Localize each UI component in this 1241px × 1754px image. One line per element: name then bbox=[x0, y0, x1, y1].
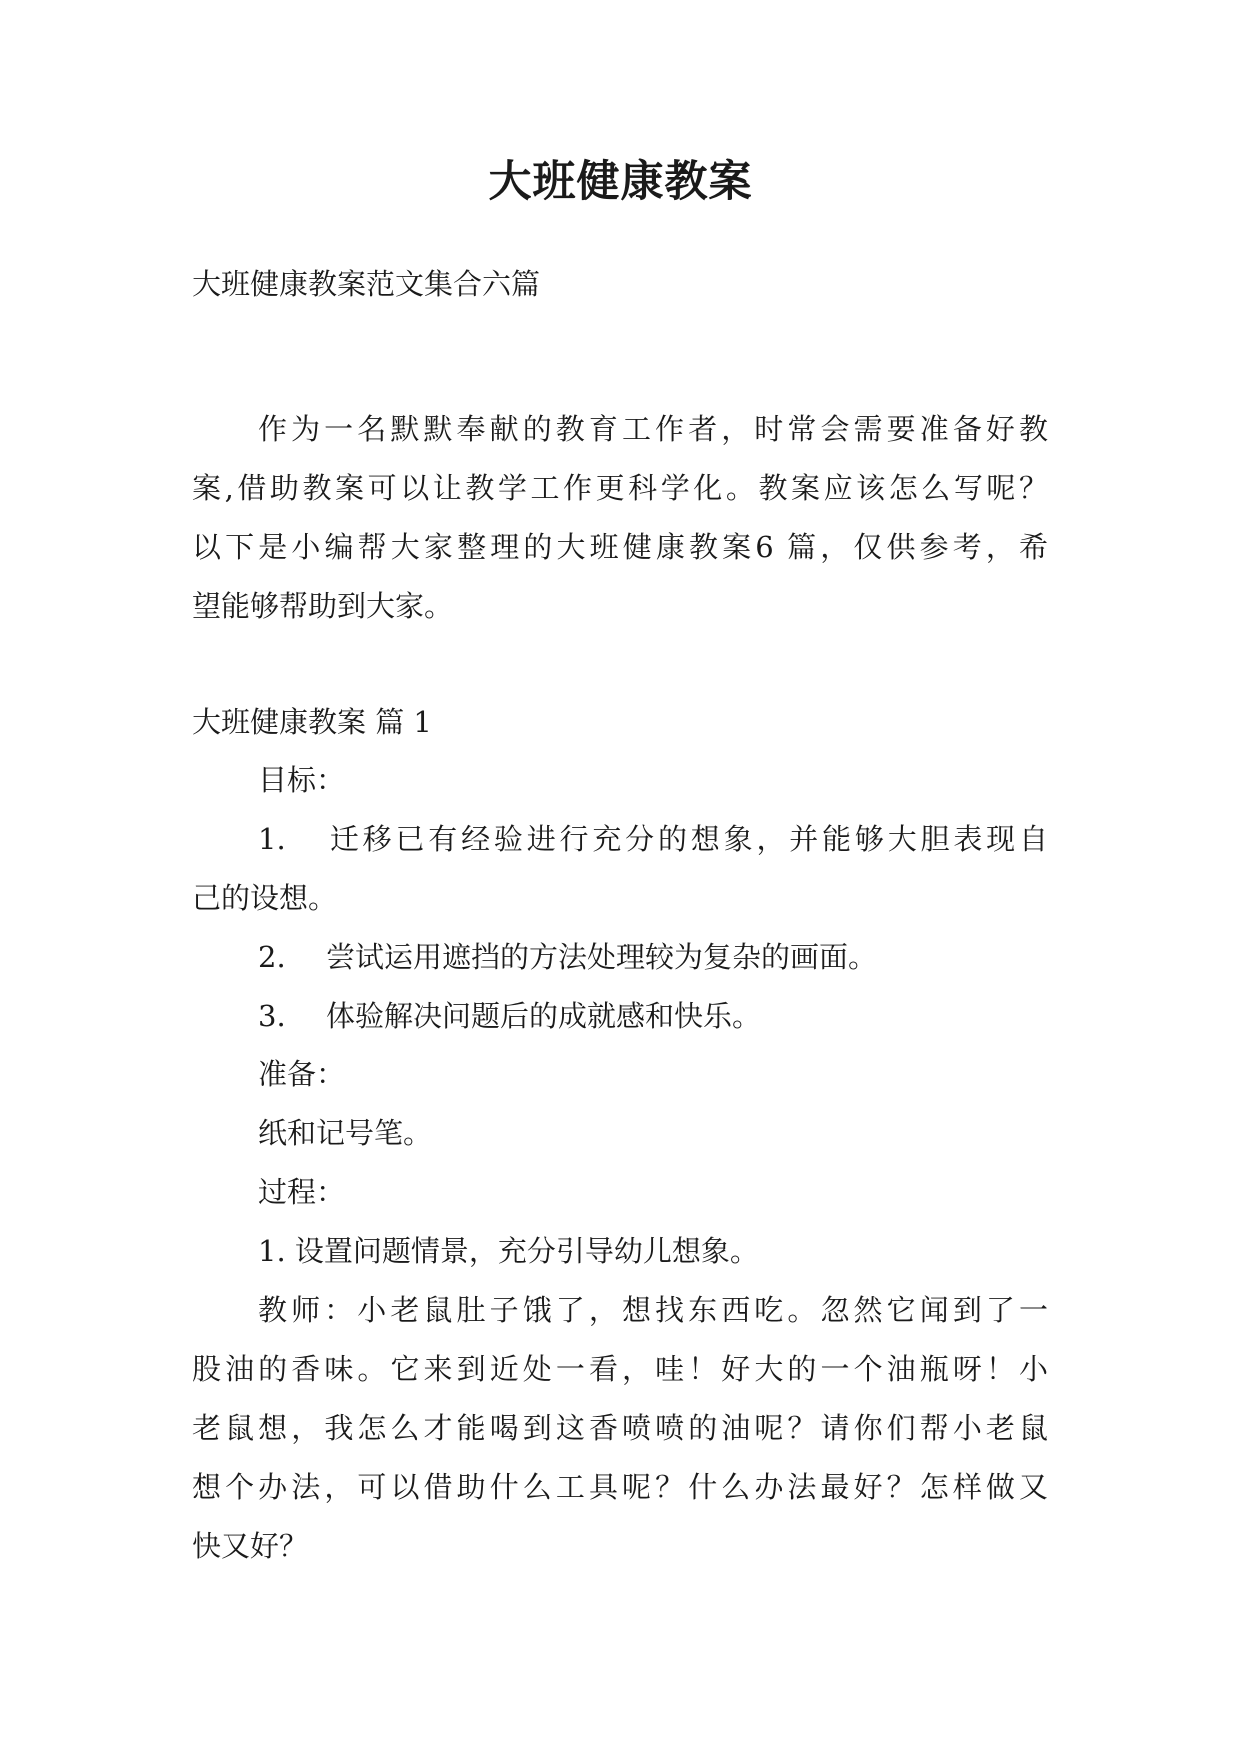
section-heading: 大班健康教案 篇 1 bbox=[192, 705, 432, 739]
goal-item-continuation: 己的设想。 bbox=[192, 881, 338, 915]
goal-number: 1. bbox=[258, 822, 286, 856]
goal-text: 体验解决问题后的成就感和快乐。 bbox=[326, 999, 762, 1033]
prep-label: 准备： bbox=[258, 1057, 346, 1091]
process-label: 过程： bbox=[258, 1175, 346, 1209]
goal-text: 迁移已有经验进行充分的想象，并能够大胆表现自 bbox=[326, 822, 1048, 856]
goals-label: 目标： bbox=[258, 763, 346, 797]
prep-text: 纸和记号笔。 bbox=[258, 1116, 433, 1150]
goal-item bbox=[258, 935, 877, 979]
teacher-line: 教师：小老鼠肚子饿了，想找东西吃。忽然它闻到了一 bbox=[258, 1293, 1048, 1327]
process-step: 1. 设置问题情景，充分引导幼儿想象。 bbox=[258, 1234, 759, 1268]
goal-number: 2. bbox=[258, 940, 286, 974]
goal-number: 3. bbox=[258, 999, 286, 1033]
goal-text: 尝试运用遮挡的方法处理较为复杂的画面。 bbox=[326, 940, 878, 974]
goal-item bbox=[258, 817, 1048, 861]
teacher-line: 股油的香味。它来到近处一看，哇！好大的一个油瓶呀！小 bbox=[192, 1352, 1048, 1386]
intro-line: 望能够帮助到大家。 bbox=[192, 589, 454, 623]
intro-line: 以下是小编帮大家整理的大班健康教案6 篇，仅供参考，希 bbox=[192, 530, 1048, 564]
teacher-line: 快又好？ bbox=[192, 1529, 309, 1563]
document-title: 大班健康教案 bbox=[488, 157, 753, 207]
teacher-line: 想个办法，可以借助什么工具呢？什么办法最好？怎样做又 bbox=[192, 1470, 1048, 1504]
document-subtitle: 大班健康教案范文集合六篇 bbox=[192, 267, 541, 301]
teacher-line: 老鼠想，我怎么才能喝到这香喷喷的油呢？请你们帮小老鼠 bbox=[192, 1411, 1048, 1445]
goal-item bbox=[258, 994, 761, 1038]
intro-line: 案,借助教案可以让教学工作更科学化。教案应该怎么写呢？ bbox=[192, 471, 1048, 505]
intro-line: 作为一名默默奉献的教育工作者，时常会需要准备好教 bbox=[258, 412, 1048, 446]
